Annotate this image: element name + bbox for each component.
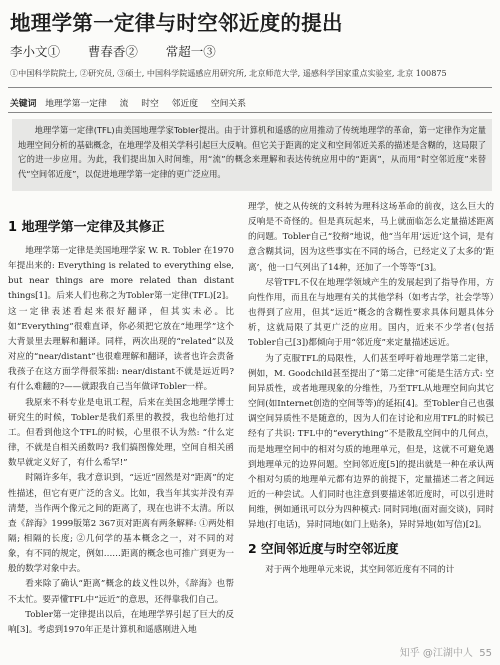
page-number: 55 xyxy=(479,648,492,659)
zhihu-watermark xyxy=(400,644,492,659)
affiliation: ①中国科学院院士, ②研究员, ③硕士, 中国科学院遥感应用研究所, 北京师范大学, 遥感科学国家重点实验室, 北京 100875 xyxy=(10,68,447,78)
keyword: 流 xyxy=(119,99,129,109)
author-3: 常超一③ xyxy=(165,44,216,59)
paragraph: 理学，使之从传统的文科转为理科这场革命的前夜，这么巨大的反响是不奇怪的。但是真玩起来，马上就面临怎么定量描述距离的问题。Tobler自己“狡辩”地说，他“当年用‘远近’这个词，是有意含糊其词，因为这些事实在不同的场合，已经定义了太多的‘距离’，他一口气列出了14种，还加了一个等等”[3]。 xyxy=(248,202,494,273)
abstract-text: 地理学第一定律(TFL)由美国地理学家Tobler提出。由于计算机和遥感的应用推动了传统地理学的革命，第一定律作为定量地理空间分析的基础概念，在地理学及相关学科引起巨大反响。但它关于距离的定义和空间邻近关系的描述是含糊的，这局限了它的进一步应用。为此，我们提出加入时间维，用“流”的概念来理解和表达传统应用中的“距离”，从而用“时空邻近度”来替代“空间邻近度”，以促进地理学第一定律的更广泛应用。 xyxy=(18,125,486,179)
author-2: 曹春香② xyxy=(87,44,138,59)
paragraph: 时隔许多年，我才意识到，“远近”固然是对“距离”的定性描述，但它有更广泛的含义。比如，我当年其实并没有弄清楚，当作两个像元之间的距离了，现在也讲不太清。所以查《辞海》1999版第2 367页对距离有两条解释: ①两处相隔; 相隔的长度; ②几何学的基本概念之一，对不同的对象，有不同的规定，例如……距离的概念也可推广到更为一般的数学对象中去。 xyxy=(8,473,234,575)
paragraph: 尽管TFL不仅在地理学领域产生的发展起到了指导作用，方向性作用，而且在与地理有关的其他学科（如考古学，社会学等）也得到了应用，但其“远近”概念的含糊性要求具体问题具体分析，这就局限了其更广泛的应用。国内，近来不少学者(包括Tobler自己[3])都倾向于用“邻近度”来定量描述远近。 xyxy=(248,277,494,349)
keywords-line xyxy=(10,96,256,109)
divider-rule xyxy=(8,87,492,88)
paper-title: 地理学第一定律与时空邻近度的提出 xyxy=(10,11,343,35)
paragraph: Tobler第一定律提出以后，在地理学界引起了巨大的反响[3]。考虑到1970年正是计算机和遥感刚进入地 xyxy=(8,609,234,635)
keyword: 邻近度 xyxy=(171,99,199,109)
author-line xyxy=(10,42,216,60)
keyword: 空间关系 xyxy=(210,99,247,109)
abstract-box xyxy=(12,119,492,191)
paragraph: 看来除了确认“距离”概念的歧义性以外，《辞海》也帮不太忙。要弄懂TFL中“远近”的意思，还得靠我们自己。 xyxy=(8,579,234,605)
keywords-label: 关键词 xyxy=(10,99,37,109)
paragraph: 我原来不科专业是电讯工程，后来在美国念地理学博士研究生的时候，Tobler是我们系里的教授，我也给他打过工。但看到他这个TFL的时候，心里很不认为然: “什么定律，不就是自相关函数吗? 我们搞图像处理，空间自相关函数早就定义好了，有什么希罕!” xyxy=(8,397,234,469)
divider-rule xyxy=(8,112,492,113)
author-1: 李小文① xyxy=(10,44,61,59)
watermark-text: 知乎 @江湖中人 xyxy=(399,648,473,659)
section-heading-2: 2 空间邻近度与时空邻近度 xyxy=(248,541,399,557)
section-heading-1: 1 地理学第一定律及其修正 xyxy=(8,220,165,235)
left-column xyxy=(8,202,234,662)
paragraph: 为了克服TFL的局限性，人们甚至呼吁着地理学第二定律，例如，M. Goodchild甚至提出了“第二定律”可能是生活方式: 空间异质性，或者地理现象的分维性，乃至TFL从地理空间向其它空间(如Internet创造的空间等等)的延拓[4]。至Tobler自己也强调空间异质性不是随意的，因为人们在讨论和应用TFL的时候已经有了共识: TFL中的“everything”不是散乱空间中的几何点，而是地理空间中的相对匀质的地理单元，但是，这就不可避免遇到地理单元的边界问题。空间邻近度[5]的提出就是一种在承认两个相对匀质的地理单元都有边界的前提下，定量描述二者之间远近的一种尝试。人们同时也注意到要描述邻近度时，可以引进时间维，例如通讯可以分为四种模式: 同时同地(面对面交谈)，同时异地(打电话)，异时同地(如门上贴条)，异时异地(如写信)[2]。 xyxy=(248,353,494,531)
paragraph: 对于两个地理单元来说，其空间邻近度有不同的计 xyxy=(265,565,455,576)
paragraph: 地理学第一定律是美国地理学家 W. R. Tobler 在1970年提出来的: Everything is related to everything else, but near things are more related than distant things[1]。后来人们也称之为Tobler第一定律(TFL)[2]。这一定律表述看起来很好翻译，但其实未必。比如“Everything”很难直译，你必须把它放在“地理学”这个大背景里去理解和翻译。同样，两次出现的“related”以及对应的“near/distant”也很难理解和翻译，读者也许会责备我孩子在这方面学得很笨拙: near/distant不就是远近吗? 有什么难翻的?——就跟我自己当年做译Tobler一样。 xyxy=(8,246,234,393)
keyword: 地理学第一定律 xyxy=(45,99,107,109)
keyword: 时空 xyxy=(141,99,159,109)
right-column xyxy=(248,200,494,660)
